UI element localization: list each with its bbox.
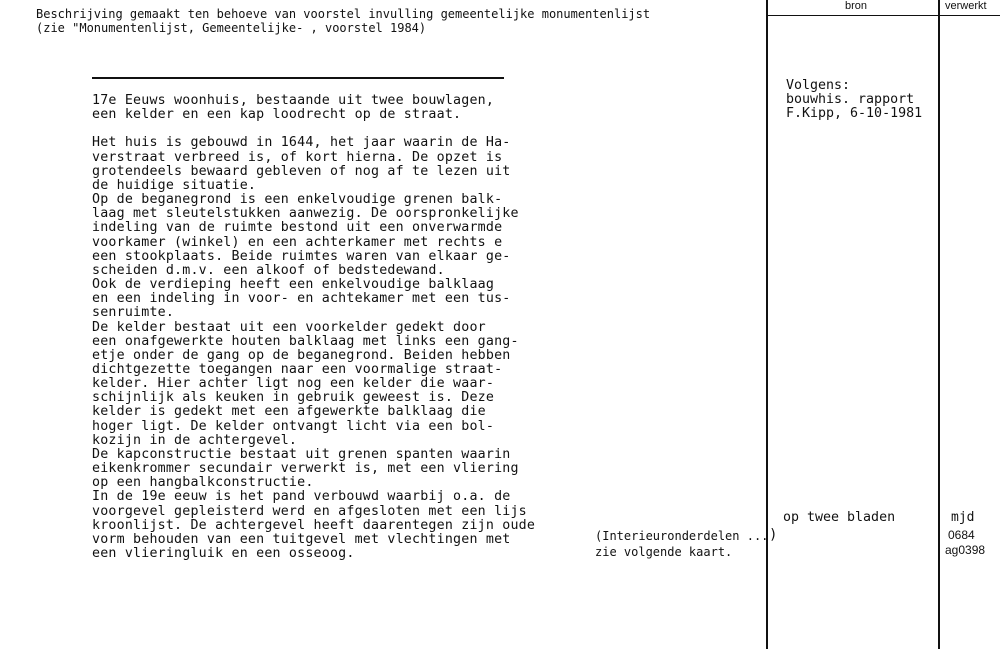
paragraph-main: Het huis is gebouwd in 1644, het jaar waarin de Ha- verstraat verbreed is, of kort hierna. De opzet is grotendeels bewaard gebleven of nog af te lezen uit de huidige situatie. Op de beganegrond is een enkelvoudige grenen balk- laag met sleutelstukken aanwezig. De oorspronkelijke indeling van de ruimte bestond uit een onverwarmde voorkamer (winkel) en een achterkamer met rechts e een stookplaats. Beide ruimtes waren van elkaar ge- scheiden d.m.v. een alkoof of bedstedewand. Ook de verdieping heeft een enkelvoudige balklaag en een indeling in voor- en achtekamer met een tus- senruimte. De kelder bestaat uit een voorkelder gedekt door een onafgewerkte houten balklaag met links een gang- etje onder de gang op de beganegrond. Beiden hebben dichtgezette toegangen naar een voormalige straat- kelder. Hier achter ligt nog een kelder die waar- schijnlijk als keuken in gebruik geweest is. Deze kelder is gedekt met een afgewerkte balklaag die hoger ligt. De kelder ontvangt licht via een bol- kozijn in de achtergevel. De kapconstructie bestaat uit grenen spanten waarin eikenkrommer secundair verwerkt is, met een vliering op een hangbalkconstructie. In de 19e eeuw is het pand verbouwd waarbij o.a. de voorgevel gepleisterd werd en afgesloten met een lijs kroonlijst. De achtergevel heeft daarentegen zijn oude vorm behouden van een tuitgevel met vlechtingen met een vlieringluik en een osseoog. <box>92 135 536 561</box>
description-body <box>92 94 562 561</box>
paragraph-intro: 17e Eeuws woonhuis, bestaande uit twee bouwlagen, een kelder en een kap loodrecht op de straat. <box>92 93 495 123</box>
column-divider-right <box>938 0 940 649</box>
interieur-close-paren: ) <box>769 527 778 543</box>
source-reference: Volgens: bouwhis. rapport F.Kipp, 6-10-1981 <box>786 78 923 122</box>
column-header-bron: bron <box>845 0 868 12</box>
header-line-2: (zie "Monumentenlijst, Gemeentelijke- , voorstel 1984) <box>36 21 427 35</box>
section-rule <box>92 77 504 79</box>
header-line-1: Beschrijving gemaakt ten behoeve van voorstel invulling gemeentelijke monumentenlijst <box>36 7 651 21</box>
verwerkt-code-1: 0684 <box>948 528 975 542</box>
verwerkt-initials: mjd <box>951 510 975 525</box>
verwerkt-code-2: ag0398 <box>945 543 986 557</box>
interieur-note-line-1: (Interieuronderdelen ... <box>595 529 769 543</box>
pages-note: op twee bladen <box>783 510 896 525</box>
interieur-note-line-2: zie volgende kaart. <box>595 545 733 559</box>
column-header-verwerkt: verwerkt <box>945 0 987 12</box>
header-underline <box>766 15 1000 16</box>
column-divider-left <box>766 0 768 649</box>
